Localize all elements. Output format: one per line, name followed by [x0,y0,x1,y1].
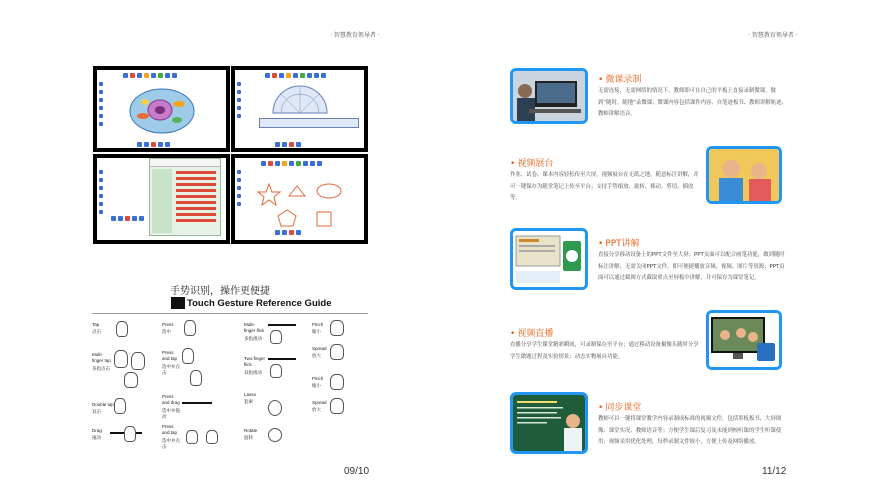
gesture-label-cn: 多指滑动 [244,337,262,342]
photo-live-video [706,310,782,370]
lasso-icon [268,400,282,416]
hand-icon [186,430,198,444]
section-title: • 视频直播 [510,326,553,339]
hand-icon [270,364,282,378]
gesture-label-en: Spread [312,346,327,351]
hand-icon [124,426,136,442]
file-dialog [149,158,221,236]
section-body: 直播分享学生课堂精彩瞬间，可录制保存至平台；通过移动设备摄像头随时分享学生做题过程及实验情景；动态实物展台功能。 [510,342,699,360]
gesture-label-cn: 放大 [312,354,321,359]
hand-icon [206,430,218,444]
protractor-illustration [271,84,329,114]
gesture-label-en: Lasso [244,392,257,397]
gesture-label-en: Drag [92,428,102,433]
ruler-illustration [259,118,359,128]
header-brand: · 智慧教育领导者 · [330,32,380,39]
right-page [440,0,880,500]
gesture-label-en: Press and drag [162,394,180,405]
hand-icon [116,321,128,337]
hand-icon [182,348,194,364]
photo-sync-class [510,392,588,454]
screenshot-protractor [231,66,368,152]
guide-logo-icon [171,297,185,309]
gesture-label-en: Rotate [244,428,258,433]
section-body: 教师可以一键将课堂教学内容录制成标准的视频文件，包括黑板板书、大屏图像、课堂实况、教师语音等；方便学生课后复习及未能到校听课的学生听课使用；视频采用优化处理，每秒录制文件较小，方便上传及网络播放。 [598,416,782,445]
hand-icon [114,398,126,414]
section-body: 直接分享移动设备上的PPT文件至大屏；PPT页面可以配合画笔功能，做到随时标注讲解；无需关闭PPT文件，即可便捷播放音频、视频、图片等资源；PPT页面可以通过截图方式截取重点至屏板中讲解，并可保存为课堂笔记。 [598,252,785,281]
gesture-label-en: Double tap [92,402,114,407]
gesture-label-cn: 旋转 [244,436,253,441]
gesture-label-cn: 选中并点击 [162,365,180,376]
page-number-left: 09/10 [344,466,370,477]
page-number-right: 11/12 [762,466,787,477]
gesture-label-en: Spread [312,400,327,405]
flick-indicator [268,358,296,360]
section-body: 无需连接，无需网络的情况下，教师即可在自己的平板上直接录制微课，做到“随时，随地”录微课；微课内容包括课件内容、自笔迹板书、教师讲解轨迹、教师讲解语音。 [598,88,787,117]
hand-icon [124,372,138,388]
hand-icon [184,320,196,336]
gesture-label-en: Two-finger flick [244,356,266,367]
guide-title: Touch Gesture Reference Guide [187,298,332,309]
photo-video-booth [706,146,782,204]
gesture-label-en: Multi-finger tap [92,352,111,363]
gesture-label-cn: 放大 [312,408,321,413]
hand-icon [330,320,344,336]
gesture-label-cn: 选中并点击 [162,439,180,450]
gesture-label-en: Pinch [312,322,324,327]
rotate-icon [268,428,282,442]
hand-icon [270,330,282,344]
screenshot-shapes [231,154,368,244]
section-title: • 同步课堂 [598,400,641,413]
gesture-label-cn: 拖动 [92,436,101,441]
screenshot-cell-diagram [93,66,230,152]
gesture-label-cn: 选中并拖动 [162,409,180,420]
gesture-label-cn: 双击 [92,410,101,415]
section-title: • 视频展台 [510,156,553,169]
section-title: • PPT讲解 [598,236,640,249]
gesture-heading: 手势识别，操作更便捷 [170,286,270,297]
guide-divider [92,313,368,314]
photo-ppt [510,228,588,290]
section-body: 作业、试卷、课本内容轻松传至大屏，视频展台在无纸之地。随意标注讲解，并可一键保存为随堂笔记上传至平台；支持手势缩放、旋转、移动、剪切、插放等。 [510,172,699,201]
photo-micro-lesson [510,68,588,124]
gesture-label-cn: 双指滑动 [244,371,262,376]
gesture-label-en: Press and tap [162,424,178,435]
hand-icon [131,352,145,370]
screenshot-file-browser [93,154,230,244]
gesture-label-en: Multi-finger flick [244,322,265,333]
hand-icon [330,398,344,414]
section-title: • 微课录制 [598,72,641,85]
hand-icon [190,370,202,386]
gesture-label-en: Press and tap [162,350,178,361]
drag-indicator [182,402,212,404]
flick-indicator [268,324,296,326]
shapes-illustration [257,182,347,232]
cell-illustration [127,86,197,136]
hand-icon [330,374,344,390]
gesture-label-cn: 缩小 [312,384,321,389]
gesture-label-cn: 点击 [92,330,101,335]
gesture-label-en: Pinch [312,376,324,381]
gesture-label-cn: 多指点击 [92,367,110,372]
gesture-label-cn: 套索 [244,400,253,405]
gesture-label-en: Press [162,322,174,327]
hand-icon [330,344,344,360]
header-brand: · 智慧教育领导者 · [748,32,798,39]
gesture-label-cn: 选中 [162,330,171,335]
gesture-label-cn: 缩小 [312,330,321,335]
hand-icon [114,350,128,368]
gesture-label-en: Tap [92,322,100,327]
